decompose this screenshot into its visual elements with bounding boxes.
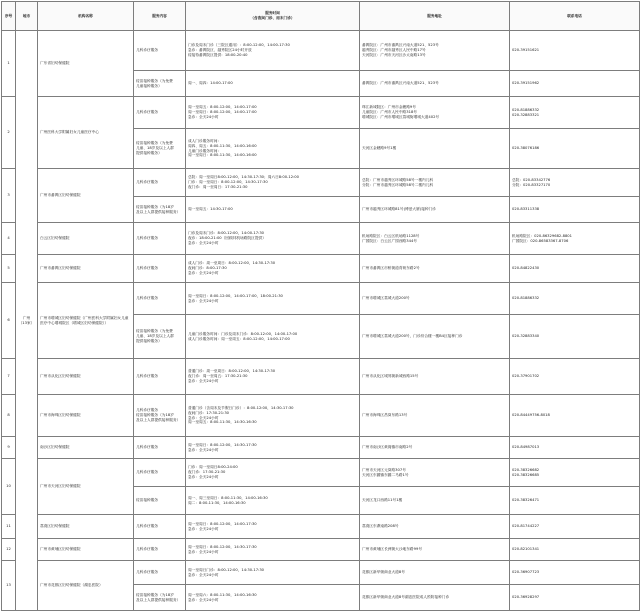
time-line: 周一、周三至周日：8:00-11:30，14:00-16:30 bbox=[188, 495, 268, 500]
time-line: 成人门诊：周一至周日：8:00-12:00，14:30-17:30 bbox=[188, 261, 276, 266]
content-line: 及以上人群提供接种服务） bbox=[136, 209, 181, 214]
service-address bbox=[360, 97, 510, 129]
content-line: 疫苗接种服务 bbox=[136, 498, 159, 503]
row-org: 广州市黄埔区妇幼保健院 bbox=[38, 539, 134, 561]
time-line: 急诊：全天24小时 bbox=[188, 240, 219, 245]
service-time bbox=[186, 283, 360, 315]
content-line: 儿科诊疗服务 bbox=[136, 470, 159, 475]
address-line: 荔湾区东漖南路208号 bbox=[362, 524, 399, 529]
time-line: 急诊：全天24小时 bbox=[188, 549, 219, 554]
address-line: 天河院区：广州市天河区沙太南路13号 bbox=[362, 52, 426, 57]
row-org: 白云区妇幼保健院 bbox=[38, 223, 134, 255]
time-line: 夜诊：18:00-21:00（回顾邦机场路院区提供） bbox=[188, 236, 266, 241]
service-content bbox=[134, 169, 186, 197]
phone-line: 020-81886332 bbox=[512, 107, 540, 112]
service-content bbox=[134, 437, 186, 459]
phone-line: 020-84822430 bbox=[512, 266, 540, 271]
time-line: 门诊及周末门诊：8:00-12:00，14:00-17:30 bbox=[188, 231, 265, 236]
content-line: 提供接种服务） bbox=[136, 338, 162, 343]
header-district: 地市 bbox=[16, 2, 38, 31]
phone-line: 020-81886332 bbox=[512, 296, 540, 301]
service-phone bbox=[510, 515, 640, 539]
service-content bbox=[134, 197, 186, 223]
address-line: 越秀院区：广州市越秀区人民中路17号 bbox=[362, 48, 426, 53]
row-org: 广州市海珠区妇幼保健院 bbox=[38, 395, 134, 437]
time-line: 急诊：全天24小时 bbox=[188, 572, 219, 577]
service-address bbox=[360, 129, 510, 169]
service-time bbox=[186, 515, 360, 539]
content-line: 儿科诊疗服务 bbox=[136, 524, 159, 529]
content-line: 疫苗接种服务（为18岁 bbox=[136, 592, 174, 597]
time-line: 门诊及周末门诊（三院区通用）：8:00-12:00，14:00-17:30 bbox=[188, 43, 290, 48]
service-content bbox=[134, 487, 186, 515]
time-line: 普通门诊（含周末及节假日门诊）：8:00-12:00，14:30-17:30 bbox=[188, 405, 294, 410]
time-line: 周一至周日：8:00-12:00，14:30-17:30 bbox=[188, 442, 257, 447]
time-line: 急诊：全天24小时 bbox=[188, 474, 219, 479]
row-seq: 8 bbox=[2, 395, 16, 437]
content-line: 儿科诊疗服务 bbox=[136, 48, 159, 53]
row-org: 广州市花都区妇幼保健院（湖忠医院） bbox=[38, 561, 134, 611]
phone-line: 分院：020-83327170 bbox=[512, 182, 551, 187]
service-time bbox=[186, 459, 360, 487]
row-org: 荔湾区妇幼保健院 bbox=[38, 515, 134, 539]
address-line: 广州市番禺区市桥街道青荷东路2号 bbox=[362, 266, 420, 271]
table-row bbox=[2, 31, 640, 71]
address-line: 广州市增城区荔城大道200号，门诊综合楼一楼B4区接种门诊 bbox=[362, 334, 463, 339]
time-line: 周四、周五：8:00-11:30，14:00-16:00 bbox=[188, 143, 257, 148]
phone-line: 广园院区：020-86583367-8706 bbox=[512, 238, 569, 243]
service-content bbox=[134, 97, 186, 129]
service-time bbox=[186, 585, 360, 611]
table-row bbox=[2, 97, 640, 129]
time-line: 急诊：番禺院区、越秀院区24小时开放 bbox=[188, 48, 252, 53]
row-seq: 7 bbox=[2, 359, 16, 395]
service-content bbox=[134, 585, 186, 611]
row-seq: 12 bbox=[2, 539, 16, 561]
content-line: 儿科诊疗服务 bbox=[136, 110, 159, 115]
service-time bbox=[186, 487, 360, 515]
phone-line: 020-32883321 bbox=[512, 112, 540, 117]
row-org: 南沙区妇幼保健院 bbox=[38, 437, 134, 459]
time-line: 急诊：全天24小时 bbox=[188, 270, 219, 275]
content-line: 儿科诊疗服务 bbox=[136, 374, 159, 379]
table-row bbox=[2, 395, 640, 437]
service-phone bbox=[510, 539, 640, 561]
time-line: 成人门诊服务时间： bbox=[188, 138, 222, 143]
time-line: 夜间门诊：17:30-21:30 bbox=[188, 410, 230, 415]
time-line: 急诊：全天24小时 bbox=[188, 447, 219, 452]
service-content bbox=[134, 31, 186, 71]
service-phone bbox=[510, 459, 640, 487]
time-line: 总院：周一至周日8:00-12:00，14:30-17:30；周六日8:00-12:00 bbox=[188, 175, 299, 180]
service-address bbox=[360, 31, 510, 71]
district-cell bbox=[16, 31, 38, 611]
phone-line: 020-82101341 bbox=[512, 547, 540, 552]
service-address bbox=[360, 515, 510, 539]
address-line: 机场路院区：白云区机场路1128号 bbox=[362, 233, 420, 238]
service-address bbox=[360, 359, 510, 395]
time-line: 周一至周日：8:00-12:00，14:00-17:30 bbox=[188, 521, 257, 526]
table-row bbox=[2, 283, 640, 315]
table-row bbox=[2, 359, 640, 395]
service-phone bbox=[510, 487, 640, 515]
time-line: 儿童门诊服务时间：门诊及周末门诊：8:00-12:00，14:00-17:00 bbox=[188, 331, 298, 336]
header-time-main: 服务时间 bbox=[265, 11, 280, 16]
time-line: 周一至周五：14:30-17:00 bbox=[188, 207, 233, 212]
phone-line: 020-38076186 bbox=[512, 146, 540, 151]
service-address bbox=[360, 459, 510, 487]
table-row bbox=[2, 539, 640, 561]
address-line: 广州市增城区荔城大道200号 bbox=[362, 296, 410, 301]
phone-line: 020-38326471 bbox=[512, 498, 540, 503]
service-content bbox=[134, 223, 186, 255]
header-time bbox=[186, 2, 360, 31]
time-line: 周一至周日：8:00-12:00，14:00-17:00 bbox=[188, 110, 257, 115]
row-org: 广州市增城区妇幼保健院（广州医科大学附属妇女儿童医疗中心增城院区（增城区妇幼保健院）） bbox=[38, 283, 134, 359]
service-phone bbox=[510, 129, 640, 169]
service-address bbox=[360, 197, 510, 223]
district-name: 广州 bbox=[22, 315, 31, 320]
service-phone bbox=[510, 71, 640, 97]
service-phone bbox=[510, 283, 640, 315]
address-line: 总院：广州市越秀区环城路58号一楼内儿科 bbox=[362, 177, 434, 182]
content-line: 疫苗接种服务（为免费 bbox=[136, 329, 173, 334]
service-phone bbox=[510, 169, 640, 197]
time-line: 周一至周日：8:00-11:30，14:00-16:00 bbox=[188, 153, 257, 158]
service-time bbox=[186, 223, 360, 255]
service-phone bbox=[510, 395, 640, 437]
time-line: 夜间门诊：8:00-17:30 bbox=[188, 266, 227, 271]
service-time bbox=[186, 71, 360, 97]
phone-line: 020-81744227 bbox=[512, 524, 540, 529]
service-address bbox=[360, 71, 510, 97]
service-content bbox=[134, 129, 186, 169]
table-row bbox=[2, 515, 640, 539]
row-org: 广东省妇幼保健院 bbox=[38, 31, 134, 97]
service-content bbox=[134, 359, 186, 395]
service-content bbox=[134, 515, 186, 539]
service-content bbox=[134, 283, 186, 315]
content-line: 及以上人群提供接种服务） bbox=[136, 597, 181, 602]
service-phone bbox=[510, 97, 640, 129]
row-seq: 1 bbox=[2, 31, 16, 97]
address-line: 广州市海珠区昌岗东路13号 bbox=[362, 413, 408, 418]
time-line: 周一至周日门诊：8:00-12:00，14:30-17:30 bbox=[188, 567, 265, 572]
service-phone bbox=[510, 255, 640, 283]
phone-line: 020-83311338 bbox=[512, 207, 540, 212]
time-line: 普通门诊：周一至周日：8:00-12:00，14:30-17:30 bbox=[188, 369, 276, 374]
table-row bbox=[2, 437, 640, 459]
service-time bbox=[186, 169, 360, 197]
row-seq: 5 bbox=[2, 255, 16, 283]
row-org: 广州市天河区妇幼保健院 bbox=[38, 459, 134, 515]
service-time bbox=[186, 129, 360, 169]
time-line: 周一、周四：14:00-17:00 bbox=[188, 81, 233, 86]
address-line: 广州市黄埔区长洲街大沙地东路99号 bbox=[362, 547, 423, 552]
content-line: 疫苗接种服务（为18岁 bbox=[136, 204, 174, 209]
table-row bbox=[2, 459, 640, 487]
service-address bbox=[360, 585, 510, 611]
time-line: 急诊：全天24小时 bbox=[188, 378, 219, 383]
service-phone bbox=[510, 31, 640, 71]
phone-line: 总院：020-83342776 bbox=[512, 177, 551, 182]
time-line: 儿童门诊服务时间： bbox=[188, 148, 222, 153]
row-seq: 13 bbox=[2, 561, 16, 611]
address-line: 珠江新城院区：广州市金穗路9号 bbox=[362, 105, 416, 110]
service-address bbox=[360, 169, 510, 197]
table-row bbox=[2, 169, 640, 197]
service-phone bbox=[510, 223, 640, 255]
phone-line: 020-38326682 bbox=[512, 467, 540, 472]
time-line: 急诊：全天24小时 bbox=[188, 597, 219, 602]
time-line: 夜门诊：周一至周日：17:30-21:30 bbox=[188, 184, 248, 189]
row-seq: 9 bbox=[2, 437, 16, 459]
table-row bbox=[2, 255, 640, 283]
row-org: 广州市从化区妇幼保健院 bbox=[38, 359, 134, 395]
service-content bbox=[134, 459, 186, 487]
address-line: 儿童院区：广州市人民中路318号 bbox=[362, 110, 417, 115]
service-time bbox=[186, 197, 360, 223]
content-line: 儿童接种服务） bbox=[136, 83, 162, 88]
time-line: 门诊：周一至周日：8:00-12:00，14:30-17:30 bbox=[188, 180, 268, 185]
address-line: 花都区新华街商业大道8号湖忠医院成人预防接种门诊 bbox=[362, 595, 450, 600]
service-phone bbox=[510, 585, 640, 611]
header-phone: 联系电话 bbox=[510, 2, 640, 31]
phone-line: 020-84449756-8018 bbox=[512, 413, 550, 418]
service-time bbox=[186, 97, 360, 129]
phone-line: 020-39151621 bbox=[512, 48, 540, 53]
row-seq: 4 bbox=[2, 223, 16, 255]
header-seq: 序号 bbox=[2, 2, 16, 31]
content-line: 儿科诊疗服务 bbox=[136, 445, 159, 450]
service-content bbox=[134, 315, 186, 359]
time-line: 疫接待番禺院区提供：18:00-20:40 bbox=[188, 52, 248, 57]
service-time bbox=[186, 359, 360, 395]
service-time bbox=[186, 561, 360, 585]
service-time bbox=[186, 539, 360, 561]
time-line: 成人门诊服务时间：周一至周五：8:00-12:00，14:00-17:00 bbox=[188, 336, 290, 341]
content-line: 儿科诊疗服务 bbox=[136, 408, 159, 413]
phone-line: 机场路院区：020-86329682-8801 bbox=[512, 233, 572, 238]
service-phone bbox=[510, 197, 640, 223]
content-line: 疫苗接种服务（为免费 bbox=[136, 78, 173, 83]
service-address bbox=[360, 561, 510, 585]
service-address bbox=[360, 223, 510, 255]
content-line: 儿科诊疗服务 bbox=[136, 236, 159, 241]
address-line: 花都区新华街商业大道8号 bbox=[362, 570, 405, 575]
address-line: 广州市天河区元岗路307号 bbox=[362, 467, 406, 472]
service-content bbox=[134, 255, 186, 283]
table-body bbox=[2, 31, 640, 611]
content-line: 儿童、18岁及以上人群 bbox=[136, 146, 174, 151]
service-address bbox=[360, 315, 510, 359]
service-address bbox=[360, 487, 510, 515]
district-count: （13家） bbox=[18, 320, 35, 325]
phone-line: 020-39151962 bbox=[512, 81, 540, 86]
content-line: 儿科诊疗服务 bbox=[136, 296, 159, 301]
service-address bbox=[360, 539, 510, 561]
content-line: 疫苗接种服务（为18岁 bbox=[136, 413, 174, 418]
service-content bbox=[134, 395, 186, 437]
service-content bbox=[134, 71, 186, 97]
time-line: 周一至周六：8:00-11:30，14:00-16:30 bbox=[188, 592, 257, 597]
phone-line: 020-36928297 bbox=[512, 595, 540, 600]
service-time bbox=[186, 31, 360, 71]
row-seq: 3 bbox=[2, 169, 16, 223]
content-line: 疫苗接种服务（为免费 bbox=[136, 141, 173, 146]
header-time-sub: （含夜间门诊、周末门诊） bbox=[250, 16, 295, 20]
phone-line: 020-37901702 bbox=[512, 374, 540, 379]
service-phone bbox=[510, 561, 640, 585]
service-address bbox=[360, 395, 510, 437]
time-line: 急诊：全天24小时 bbox=[188, 114, 219, 119]
phone-line: 020-84987013 bbox=[512, 445, 540, 450]
time-line: 急诊：全天24小时 bbox=[188, 526, 219, 531]
service-table bbox=[1, 1, 640, 611]
time-line: 急诊：全天24小时 bbox=[188, 298, 219, 303]
content-line: 儿童、18岁及以上人群 bbox=[136, 334, 174, 339]
service-address bbox=[360, 283, 510, 315]
time-line: 周一至周五：8:00-12:00，14:00-17:00 bbox=[188, 105, 257, 110]
address-line: 分院：广州市越秀区环城路58号二楼内儿科 bbox=[362, 182, 434, 187]
address-line: 广园院区：白云区广园西路344号 bbox=[362, 238, 417, 243]
service-address bbox=[360, 255, 510, 283]
time-line: 周一至周五：8:00-11:30，14:30-16:30 bbox=[188, 420, 257, 425]
row-seq: 6 bbox=[2, 283, 16, 359]
service-content bbox=[134, 539, 186, 561]
content-line: 儿科诊疗服务 bbox=[136, 570, 159, 575]
row-seq: 2 bbox=[2, 97, 16, 169]
service-time bbox=[186, 315, 360, 359]
phone-line: 020-38326685 bbox=[512, 472, 540, 477]
time-line: 急诊：全天24小时 bbox=[188, 415, 219, 420]
phone-line: 020-32883340 bbox=[512, 334, 540, 339]
address-line: 广州市从化区城郊街新城西路15号 bbox=[362, 374, 419, 379]
time-line: 周二：8:00-11:30，14:00-16:30 bbox=[188, 500, 246, 505]
address-line: 广州市南沙区黄阁镇市南路2号 bbox=[362, 445, 413, 450]
row-seq: 11 bbox=[2, 515, 16, 539]
address-line: 天河区东圃镇东圃二马路1号 bbox=[362, 472, 409, 477]
row-seq: 10 bbox=[2, 459, 16, 515]
service-phone bbox=[510, 315, 640, 359]
service-phone bbox=[510, 437, 640, 459]
time-line: 夜门诊：17:30-21:30 bbox=[188, 470, 226, 475]
service-content bbox=[134, 561, 186, 585]
time-line: 门诊：周一至周日8:00-24:00 bbox=[188, 465, 238, 470]
address-line: 番禺院区：广州市番禺区兴南大道521、523号 bbox=[362, 81, 439, 86]
row-org: 广州市番禺区妇幼保健院 bbox=[38, 255, 134, 283]
header-content: 服务内容 bbox=[134, 2, 186, 31]
table-row bbox=[2, 223, 640, 255]
address-line: 天河区龙口西路11号1楼 bbox=[362, 498, 403, 503]
address-line: 番禺院区：广州市番禺区兴南大道521、523号 bbox=[362, 43, 439, 48]
service-time bbox=[186, 395, 360, 437]
table-row bbox=[2, 561, 640, 585]
service-phone bbox=[510, 359, 640, 395]
row-org: 广州医科大学附属妇女儿童医疗中心 bbox=[38, 97, 134, 169]
header-address: 服务地址 bbox=[360, 2, 510, 31]
address-line: 天河区金穗路9号1楼 bbox=[362, 146, 397, 151]
content-line: 儿科诊疗服务 bbox=[136, 547, 159, 552]
time-line: 夜门诊：周一至周五：17:30-21:30 bbox=[188, 374, 248, 379]
address-line: 增城院区：广州市增城区荔城街增城大道402号 bbox=[362, 114, 440, 119]
content-line: 儿科诊疗服务 bbox=[136, 266, 159, 271]
address-line: 广州市越秀区环城路81号(博爱大厦)接种门诊 bbox=[362, 207, 436, 212]
row-org: 广州市番禺区妇幼保健院 bbox=[38, 169, 134, 223]
time-line: 周一至周日：8:00-12:00，14:00-17:00，18:00-21:30 bbox=[188, 293, 283, 298]
service-time bbox=[186, 255, 360, 283]
content-line: 及以上人群提供接种服务） bbox=[136, 417, 181, 422]
content-line: 儿科诊疗服务 bbox=[136, 180, 159, 185]
time-line: 周一至周日：8:00-12:00，14:30-17:30 bbox=[188, 544, 257, 549]
service-time bbox=[186, 437, 360, 459]
header-org: 机构名称 bbox=[38, 2, 134, 31]
service-address bbox=[360, 437, 510, 459]
content-line: 提供接种服务） bbox=[136, 150, 162, 155]
phone-line: 020-36907723 bbox=[512, 570, 540, 575]
header-row bbox=[2, 2, 640, 31]
